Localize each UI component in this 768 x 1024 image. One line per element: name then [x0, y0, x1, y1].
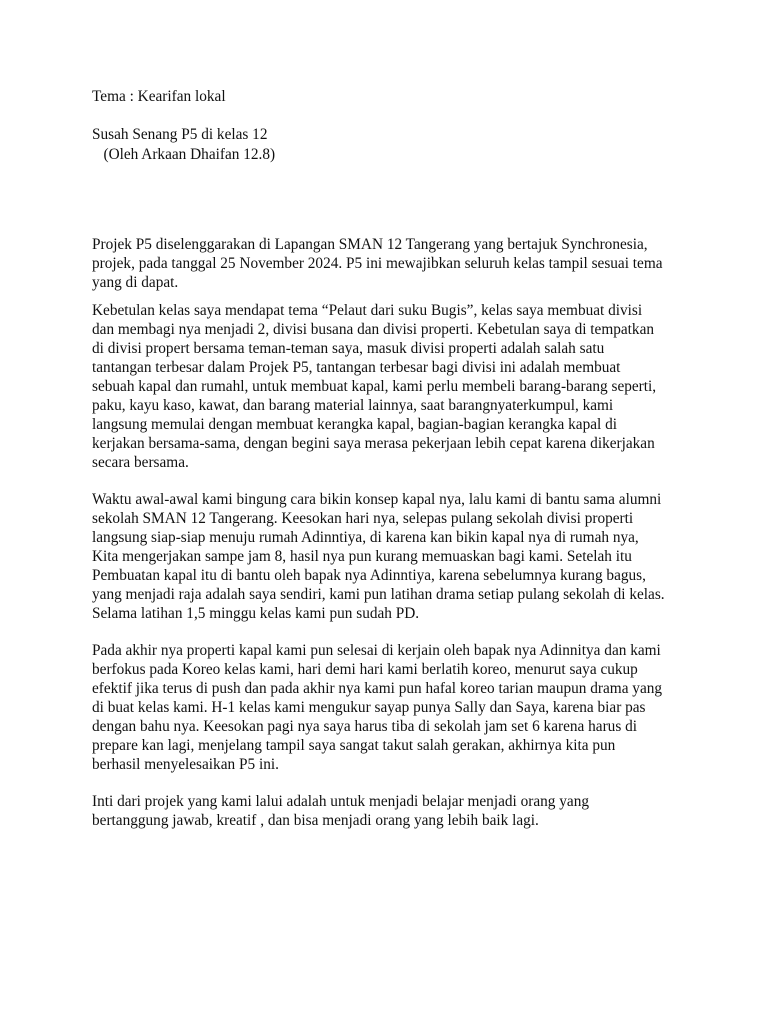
paragraph-line: Kita mengerjakan sampe jam 8, hasil nya pun kurang memuaskan bagi kami. Setelah itu [92, 548, 632, 565]
paragraph-line: sekolah SMAN 12 Tangerang. Keesokan hari nya, selepas pulang sekolah divisi properti [92, 510, 634, 527]
paragraph-line: Pada akhir nya properti kapal kami pun selesai di kerjain oleh bapak nya Adinnitya dan kami [92, 642, 661, 659]
paragraph-line: Pembuatan kapal itu di bantu oleh bapak nya Adinntiya, karena sebelumnya kurang bagus, [92, 567, 646, 584]
paragraph-line: di divisi propert bersama teman-teman saya, masuk divisi properti adalah salah satu [92, 340, 605, 357]
paragraph-3 [92, 490, 692, 623]
paragraph-line: dengan bahu nya. Keesokan pagi nya saya harus tiba di sekolah jam set 6 karena harus di [92, 718, 637, 735]
document-theme: Tema : Kearifan lokal [92, 88, 226, 105]
paragraph-line: Kebetulan kelas saya mendapat tema “Pelaut dari suku Bugis”, kelas saya membuat divisi [92, 302, 643, 319]
paragraph-line: dan membagi nya menjadi 2, divisi busana dan divisi properti. Kebetulan saya di tempatkan [92, 321, 655, 338]
paragraph-line: langsung memulai dengan membuat kerangka kapal, bagian-bagian kerangka kapal di [92, 416, 618, 433]
paragraph-line: berhasil menyelesaikan P5 ini. [92, 756, 279, 773]
paragraph-line: projek, pada tanggal 25 November 2024. P5 ini mewajibkan seluruh kelas tampil sesuai tema [92, 255, 663, 272]
paragraph-line: tantangan terbesar dalam Projek P5, tantangan terbesar bagi divisi ini adalah membuat [92, 359, 621, 376]
paragraph-line: prepare kan lagi, menjelang tampil saya sangat takut salah gerakan, akhirnya kita pun [92, 737, 616, 754]
paragraph-line: langsung siap-siap menuju rumah Adinntiya, di karena kan bikin kapal nya di rumah nya, [92, 529, 639, 546]
paragraph-line: di buat kelas kami. H-1 kelas kami mengukur sayap punya Sally dan Saya, karena biar pas [92, 699, 646, 716]
paragraph-line: berfokus pada Koreo kelas kami, hari demi hari kami berlatih koreo, menurut saya cukup [92, 661, 638, 678]
document-author: (Oleh Arkaan Dhaifan 12.8) [92, 146, 276, 163]
paragraph-line: sebuah kapal dan rumahl, untuk membuat kapal, kami perlu membeli barang-barang seperti, [92, 378, 657, 395]
paragraph-1 [92, 235, 692, 292]
document-title: Susah Senang P5 di kelas 12 [92, 126, 268, 143]
paragraph-line: bertanggung jawab, kreatif , dan bisa menjadi orang yang lebih baik lagi. [92, 812, 539, 829]
paragraph-line: secara bersama. [92, 454, 189, 471]
paragraph-line: Selama latihan 1,5 minggu kelas kami pun sudah PD. [92, 605, 420, 622]
paragraph-line: efektif jika terus di push dan pada akhir nya kami pun hafal koreo tarian maupun drama yang [92, 680, 663, 697]
paragraph-line: Projek P5 diselenggarakan di Lapangan SMAN 12 Tangerang yang bertajuk Synchronesia, [92, 236, 648, 253]
paragraph-line: Waktu awal-awal kami bingung cara bikin konsep kapal nya, lalu kami di bantu sama alumni [92, 491, 662, 508]
paragraph-2 [92, 301, 692, 472]
paragraph-line: paku, kayu kaso, kawat, dan barang material lainnya, saat barangnyaterkumpul, kami [92, 397, 614, 414]
paragraph-line: Inti dari projek yang kami lalui adalah untuk menjadi belajar menjadi orang yang [92, 793, 589, 810]
paragraph-4 [92, 641, 692, 774]
paragraph-line: kerjakan bersama-sama, dengan begini saya merasa pekerjaan lebih cepat karena dikerjakan [92, 435, 655, 452]
paragraph-line: yang di dapat. [92, 274, 179, 291]
paragraph-line: yang menjadi raja adalah saya sendiri, kami pun latihan drama setiap pulang sekolah di kelas. [92, 586, 665, 603]
paragraph-5 [92, 792, 692, 830]
